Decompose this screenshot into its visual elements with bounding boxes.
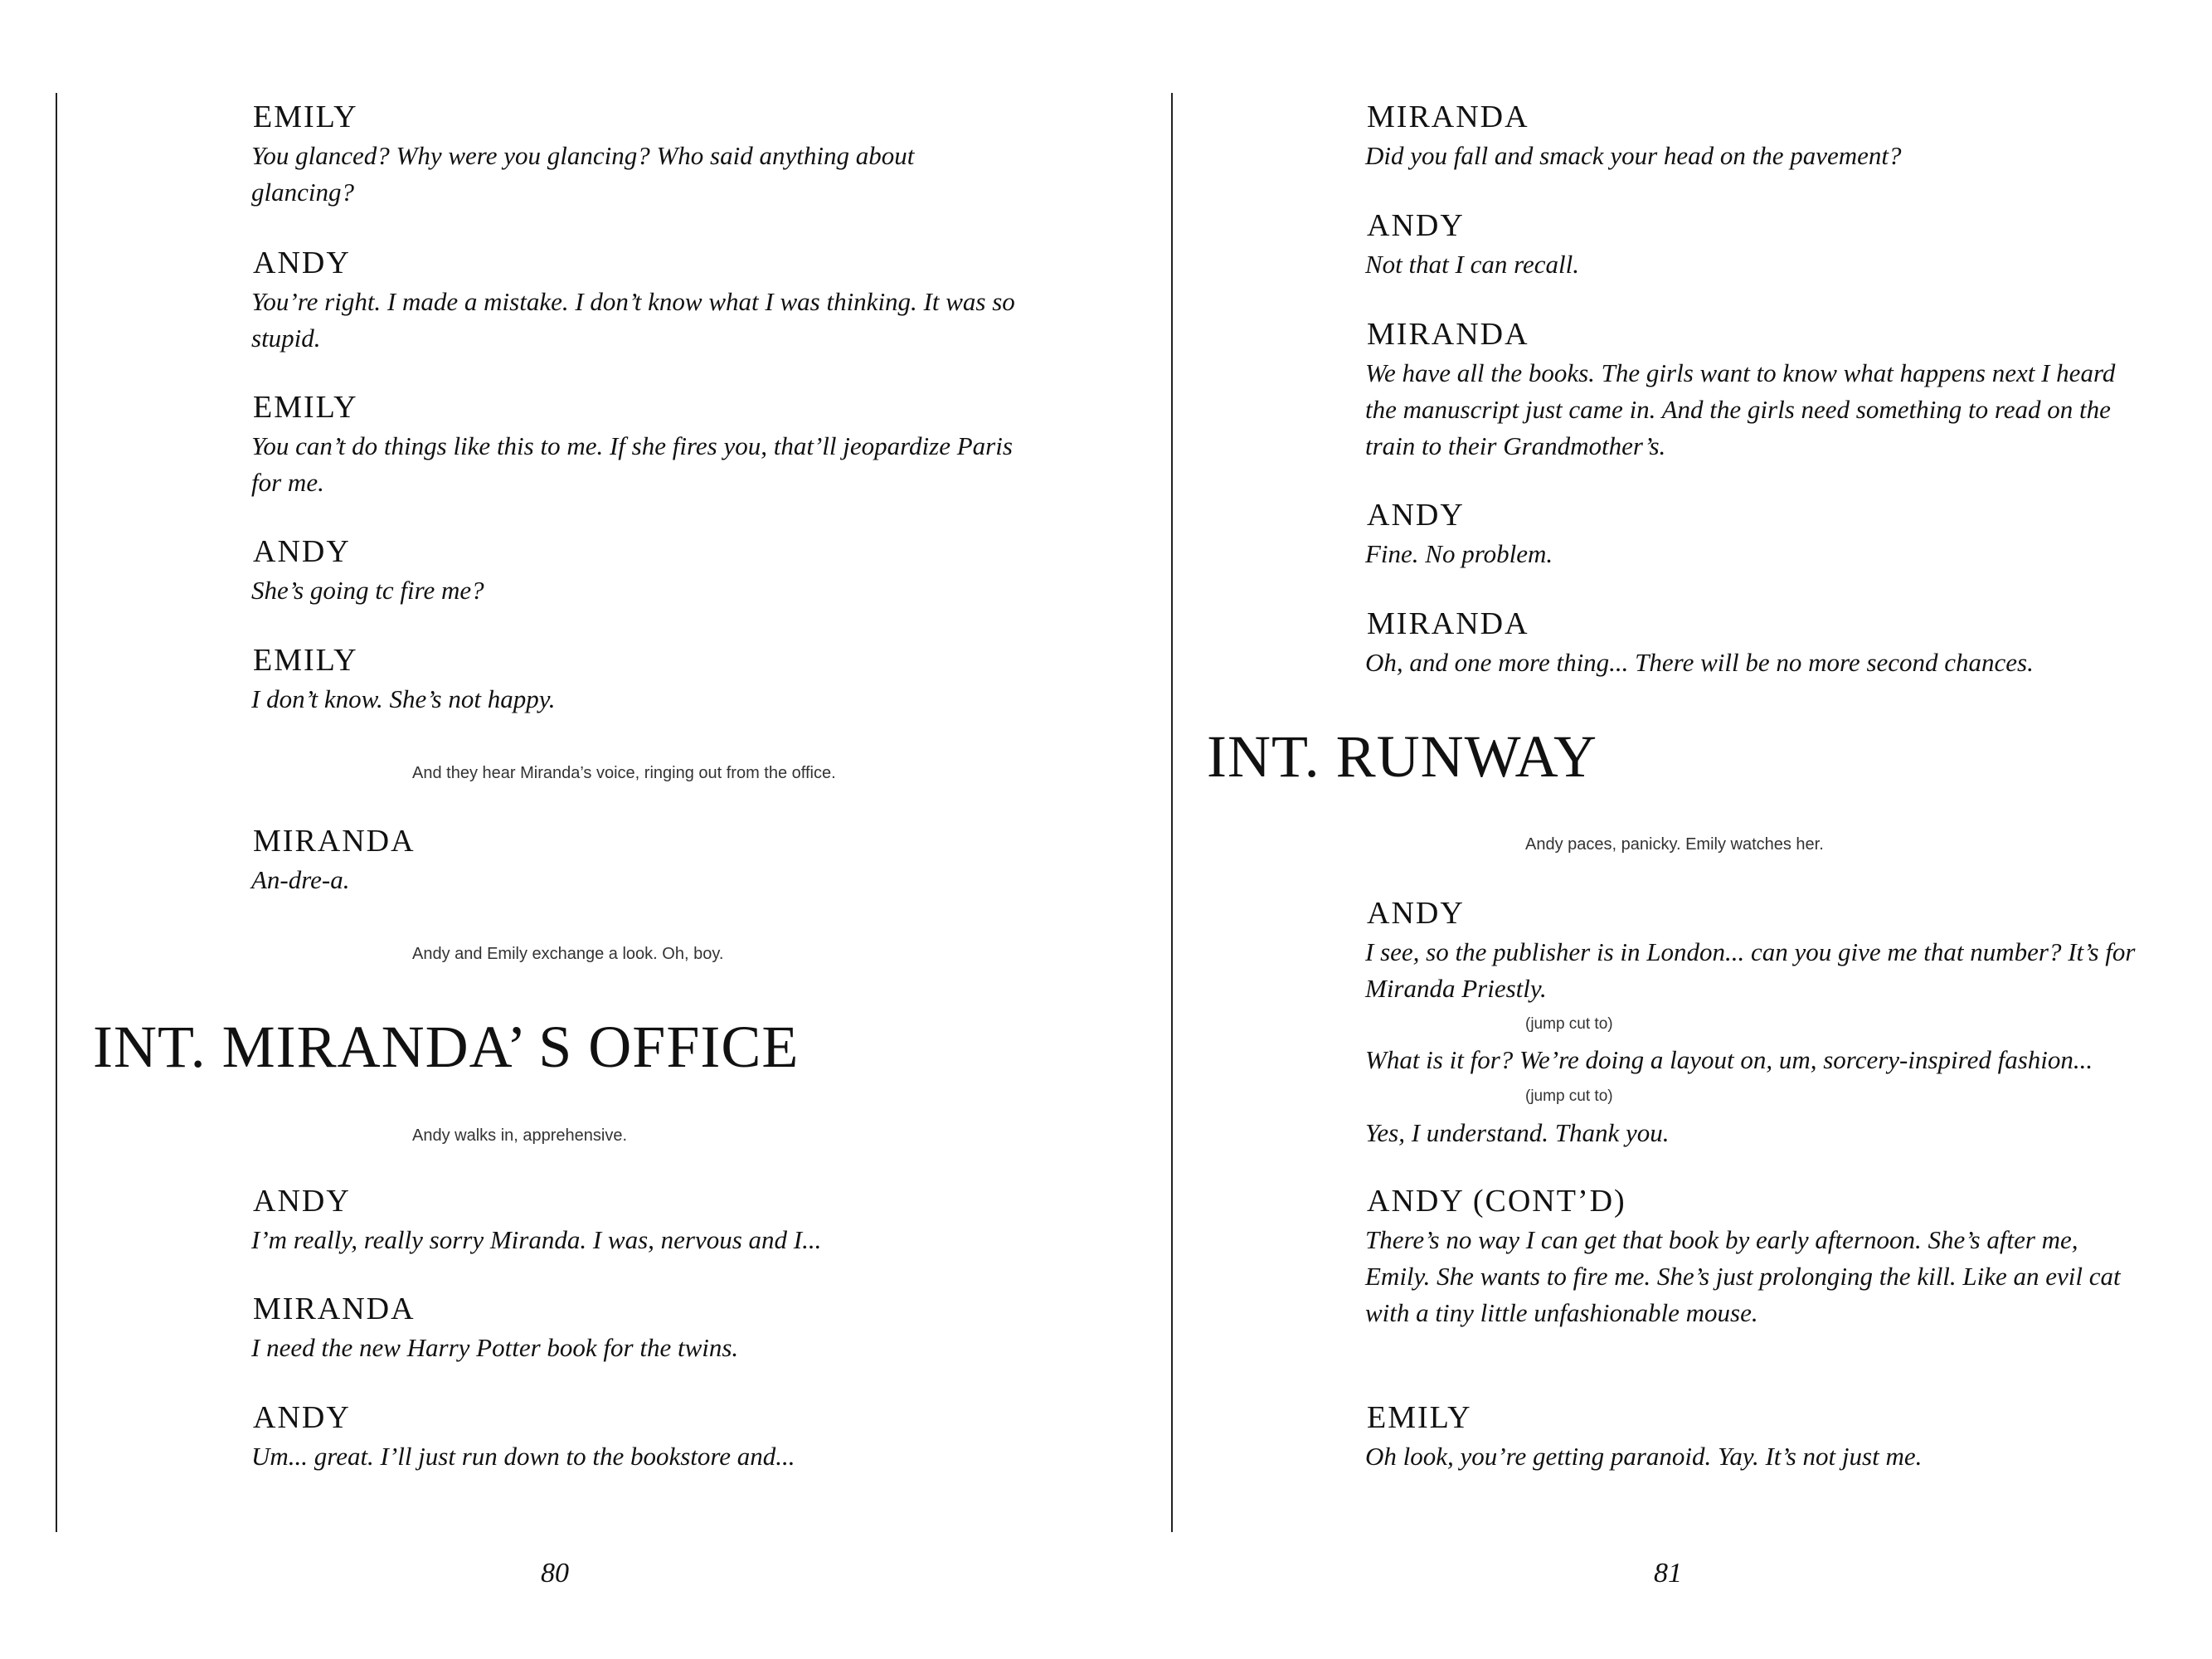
speaker-name: MIRANDA [253, 824, 416, 859]
speaker-name: ANDY [1367, 498, 1465, 533]
dialogue-line: We have all the books. The girls want to know what happens next I heard the manuscript just came in. And the girls need something to read on the train to their Grandmother’s. [1365, 358, 2116, 460]
speaker-name: ANDY [253, 534, 351, 569]
parenthetical: (jump cut to) [1525, 1087, 1613, 1105]
speaker-name: EMILY [253, 643, 358, 678]
speaker-name: EMILY [253, 390, 358, 425]
dialogue-line: Yes, I understand. Thank you. [1365, 1118, 1670, 1147]
speaker-name: ANDY (CONT’D) [1367, 1184, 1626, 1219]
dialogue-line: I need the new Harry Potter book for the twins. [251, 1333, 739, 1362]
dialogue-line: You can’t do things like this to me. If she fires you, that’ll jeopardize Paris for me. [251, 431, 1013, 497]
dialogue-line: What is it for? We’re doing a layout on, um, sorcery-inspired fashion... [1365, 1045, 2093, 1074]
action-line: Andy and Emily exchange a look. Oh, boy. [412, 945, 724, 963]
speaker-name: ANDY [253, 1400, 351, 1435]
dialogue-line: I see, so the publisher is in London... can you give me that number? It’s for Miranda Priestly. [1365, 937, 2136, 1003]
speaker-name: ANDY [253, 1184, 351, 1219]
action-line: And they hear Miranda’s voice, ringing out from the office. [412, 764, 836, 782]
action-line: Andy paces, panicky. Emily watches her. [1525, 835, 1824, 854]
speaker-name: ANDY [1367, 896, 1465, 931]
dialogue-line: Fine. No problem. [1365, 539, 1553, 568]
right-page [1171, 0, 2212, 1659]
speaker-name: MIRANDA [1367, 317, 1529, 352]
dialogue-line: Not that I can recall. [1365, 250, 1580, 279]
dialogue-line: I’m really, really sorry Miranda. I was, nervous and I... [251, 1225, 822, 1254]
speaker-name: EMILY [1367, 1400, 1472, 1435]
speaker-name: EMILY [253, 100, 358, 134]
dialogue-line: Oh, and one more thing... There will be no more second chances. [1365, 648, 2034, 677]
speaker-name: ANDY [1367, 208, 1465, 243]
parenthetical: (jump cut to) [1525, 1015, 1613, 1033]
page-number: 81 [1654, 1558, 1682, 1588]
dialogue-line: You glanced? Why were you glancing? Who said anything about glancing? [251, 141, 915, 207]
dialogue-line: She’s going tc fire me? [251, 576, 484, 605]
dialogue-line: Oh look, you’re getting paranoid. Yay. It’s not just me. [1365, 1442, 1923, 1471]
page-number: 80 [541, 1558, 569, 1588]
scene-heading: INT. MIRANDA’ S OFFICE [93, 1014, 800, 1080]
speaker-name: ANDY [253, 246, 351, 280]
dialogue-line: You’re right. I made a mistake. I don’t know what I was thinking. It was so stupid. [251, 287, 1015, 353]
dialogue-line: An-dre-a. [251, 865, 350, 894]
scene-heading: INT. RUNWAY [1207, 723, 1597, 790]
speaker-name: MIRANDA [1367, 100, 1529, 134]
speaker-name: MIRANDA [253, 1292, 416, 1326]
dialogue-line: There’s no way I can get that book by early afternoon. She’s after me, Emily. She wants to fire me. She’s just prolonging the kill. Like an evil cat with a tiny little unfashionable mouse. [1365, 1225, 2121, 1327]
dialogue-line: Did you fall and smack your head on the pavement? [1365, 141, 1902, 170]
dialogue-line: Um... great. I’ll just run down to the bookstore and... [251, 1442, 795, 1471]
speaker-name: MIRANDA [1367, 606, 1529, 641]
action-line: Andy walks in, apprehensive. [412, 1126, 628, 1145]
dialogue-line: I don’t know. She’s not happy. [251, 684, 556, 713]
